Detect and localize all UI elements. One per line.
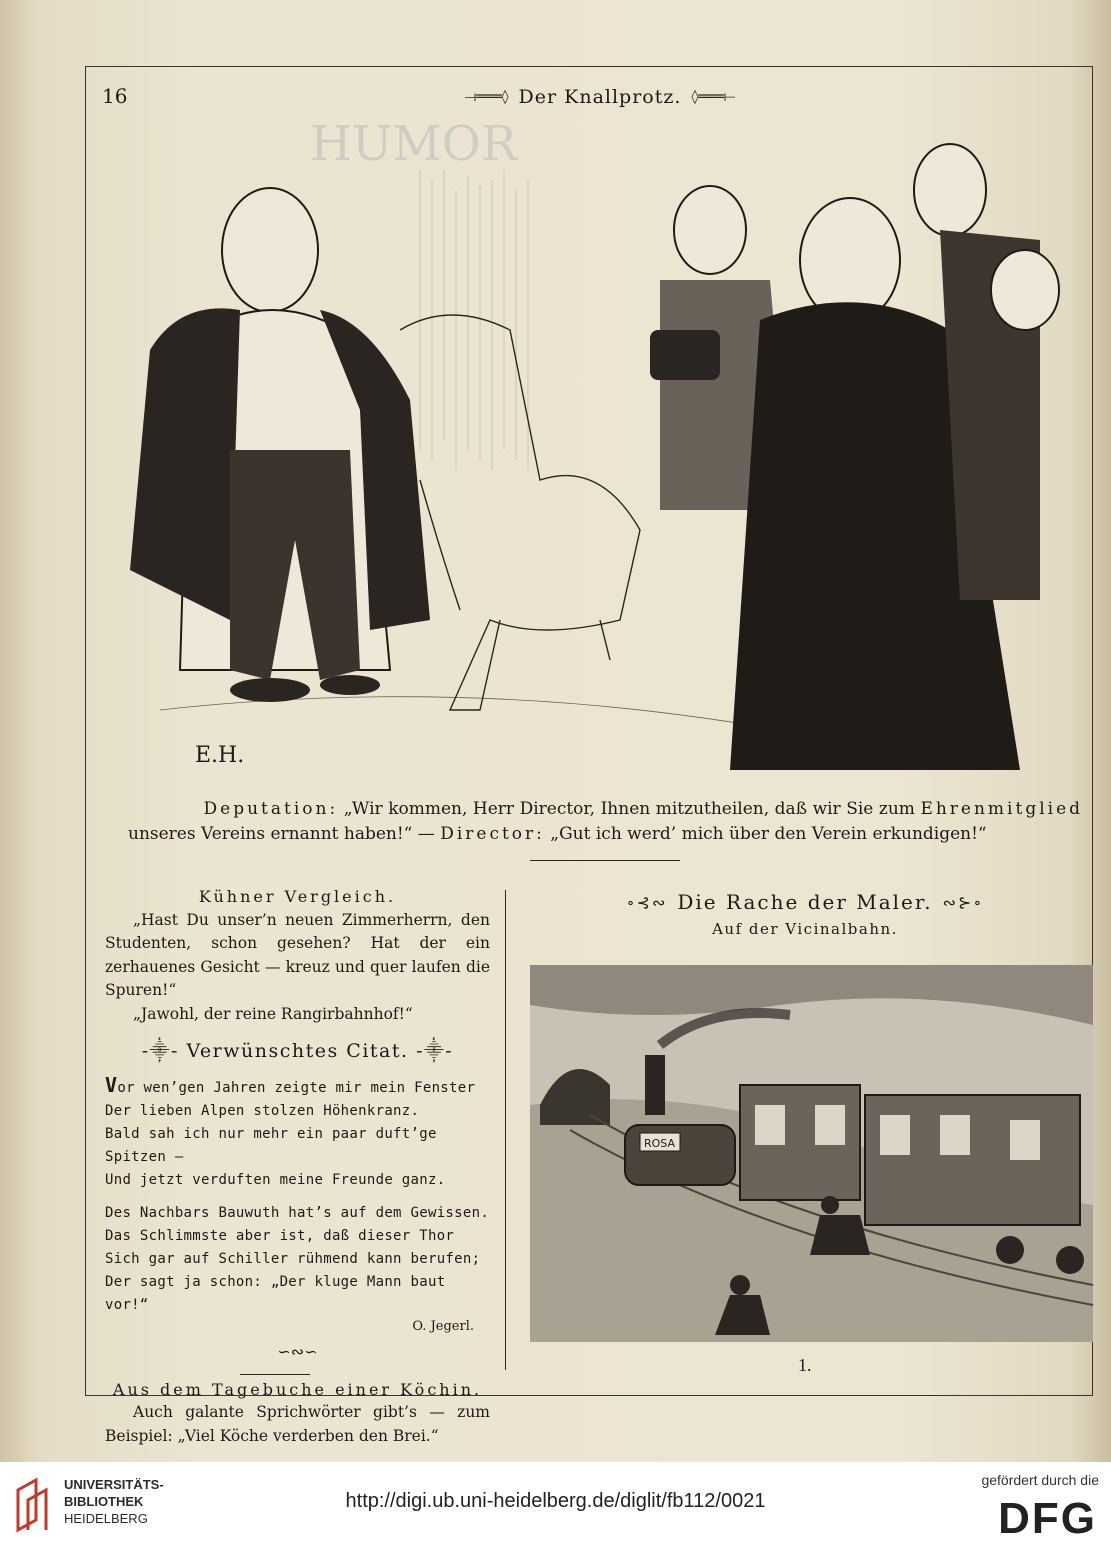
artist-signature: E.H. [195,743,245,768]
svg-text:HUMOR [310,116,519,172]
rache-ornament-left: ∘⊰∾ [626,892,668,912]
library-name-line3: HEIDELBERG [64,1511,148,1526]
dfg-logo: DFG [998,1494,1097,1543]
tagebuch-para: Auch galante Sprichwörter gibt’s — zum Beispiel: „Viel Köche verderben den Brei.“ [105,1403,490,1445]
kuehner-vergleich-para2: „Jawohl, der reine Rangirbahnhof!“ [133,1004,413,1023]
column-divider [505,890,506,1370]
caption-director-text: „Gut ich werd’ mich über den Verein erkundigen!“ [550,824,987,844]
header-ornament-right: ◊═══⟝ [691,89,736,105]
caption-deputation-text-2: unseres Vereins ernannt haben!“ — [128,824,435,844]
library-name-line1: UNIVERSITÄTS- [64,1477,164,1492]
poem-line: Des Nachbars Bauwuth hat’s auf dem Gewissen. [105,1204,490,1221]
funding-note: gefördert durch die [981,1472,1099,1488]
section-divider [530,860,680,861]
picture-number: 1. [798,1355,812,1375]
bleed-through-text: HUMOR [310,116,517,172]
header-title: Der Knallprotz. [518,86,682,108]
armchair [400,315,640,710]
poem-line: Das Schlimmste aber ist, daß dieser Thor [105,1227,455,1244]
library-name-line2: BIBLIOTHEK [64,1494,144,1509]
rache-title: Die Rache der Maler. [677,890,933,914]
poem-line: Sich gar auf Schiller rühmend kann berufen; [105,1250,481,1267]
deputation-figures [650,144,1059,770]
cartoon-caption [128,797,1083,847]
poem-line: Bald sah ich nur mehr ein paar duft’ge Spitzen — [105,1125,437,1165]
poem-line: Und jetzt verduften meine Freunde ganz. [105,1171,446,1188]
caption-speaker-director: Director: [440,824,545,844]
citat-ornament-right: -⸎- [416,1040,454,1062]
page-header [420,86,780,108]
kuehner-vergleich-para1: „Hast Du unser’n neuen Zimmerherrn, den Studenten, schon gesehen? Hat der ein zerhauenes Gesicht — kreuz und quer laufen die Spuren!“ [105,910,490,999]
permalink-url[interactable]: http://digi.ub.uni-heidelberg.de/diglit/fb112/0021 [345,1490,766,1512]
rache-title-row [520,890,1090,914]
poem-author: O. Jegerl. [412,1318,474,1334]
director-figure [130,188,430,702]
engine-sign: ROSA [644,1137,676,1150]
citat-title: Verwünschtes Citat. [186,1040,409,1062]
poem-line: Vor wen’gen Jahren zeigte mir mein Fenster [105,1072,476,1097]
flourish-ornament: ∽∾∽ [277,1342,318,1361]
footer-bar [0,1462,1111,1548]
left-column [105,885,490,1448]
rache-subtitle: Auf der Vicinalbahn. [712,920,898,938]
kuehner-vergleich-title: Kühner Vergleich. [198,887,397,906]
poem-line: Der lieben Alpen stolzen Höhenkranz. [105,1102,420,1119]
right-column [520,890,1090,938]
citat-title-row [105,1040,490,1064]
main-cartoon-illustration [120,116,1075,780]
header-ornament-left: ⟞═══◊ [464,89,509,105]
caption-speaker-deputation: Deputation: [203,799,339,819]
train-illustration [530,965,1093,1342]
citat-ornament-left: -⸎- [141,1040,179,1062]
page-number: 16 [102,84,128,108]
caption-deputation-text: „Wir kommen, Herr Director, Ihnen mitzutheilen, daß wir Sie zum [343,799,915,819]
end-rule [240,1374,310,1375]
tagebuch-title: Aus dem Tagebuche einer Köchin. [112,1379,483,1399]
citat-poem [105,1074,490,1317]
caption-emphasis: Ehrenmitglied [920,799,1084,819]
poem-line: Der sagt ja schon: „Der kluge Mann baut vor!“ [105,1273,446,1313]
rache-ornament-right: ∾⊱∘ [942,892,984,912]
